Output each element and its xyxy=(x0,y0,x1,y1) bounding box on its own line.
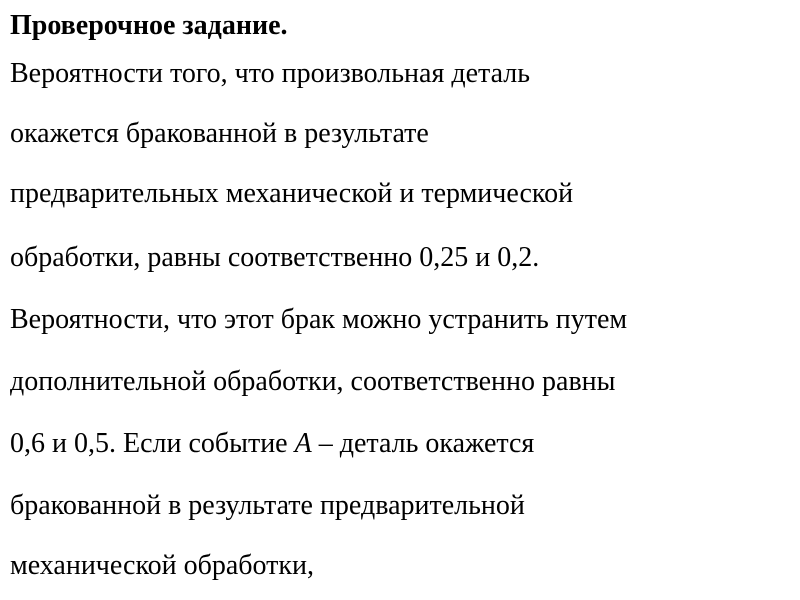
text-line-7-start: 0,6 и 0,5. Если событие xyxy=(10,428,295,459)
text-line-9: механической обработки, xyxy=(10,550,314,581)
text-line-7 xyxy=(10,426,534,462)
text-line-2: окажется бракованной в результате xyxy=(10,118,429,149)
text-line-4: обработки, равны соответственно 0,25 и 0,2. xyxy=(10,242,540,273)
text-line-6: дополнительной обработки, соответственно равны xyxy=(10,366,616,397)
text-line-1: Вероятности того, что произвольная деталь xyxy=(10,58,531,89)
task-title: Проверочное задание. xyxy=(10,10,288,41)
text-line-7-end: – деталь окажется xyxy=(311,428,535,459)
text-line-3: предварительных механической и термической xyxy=(10,178,574,209)
text-line-5: Вероятности, что этот брак можно устранить путем xyxy=(10,304,628,335)
text-line-8: бракованной в результате предварительной xyxy=(10,490,525,521)
event-symbol: A xyxy=(294,428,312,459)
